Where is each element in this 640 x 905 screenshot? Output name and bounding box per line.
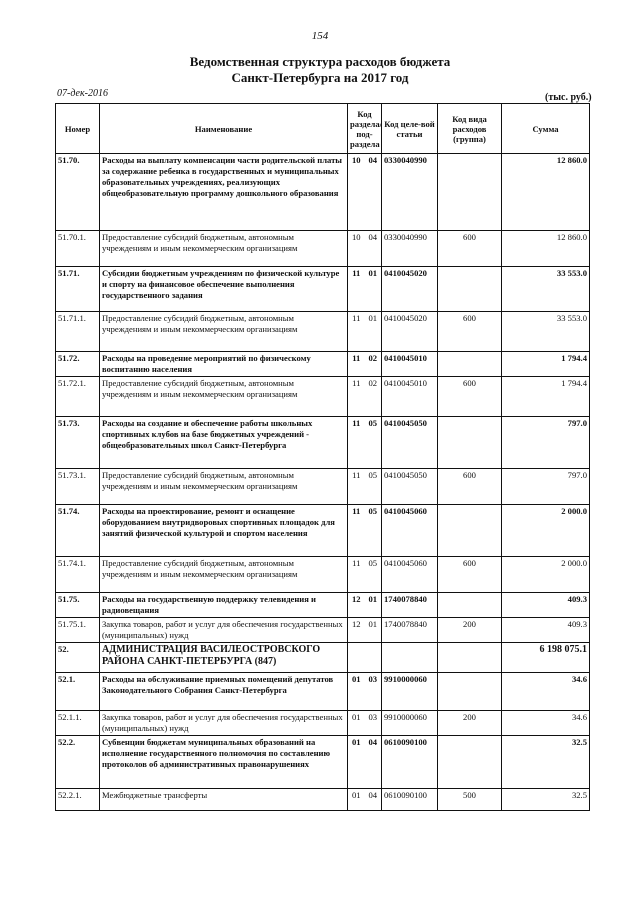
row-section: 01	[348, 711, 365, 736]
row-expense-type: 600	[438, 557, 502, 593]
row-name: Предоставление субсидий бюджетным, автономным учреждениям и иным некоммерческим организациям	[100, 557, 348, 593]
row-target-article: 0410045020	[382, 312, 438, 352]
table-row	[56, 593, 590, 618]
row-number: 52.1.1.	[56, 711, 100, 736]
row-subsection: 01	[365, 267, 382, 312]
row-expense-type: 200	[438, 711, 502, 736]
row-name: Расходы на государственную поддержку телевидения и радиовещания	[100, 593, 348, 618]
row-number: 51.71.	[56, 267, 100, 312]
table-row	[56, 557, 590, 593]
row-name: Предоставление субсидий бюджетным, автономным учреждениям и иным некоммерческим организациям	[100, 377, 348, 417]
row-amount: 34.6	[502, 673, 590, 711]
table-row	[56, 505, 590, 557]
table-row	[56, 643, 590, 673]
row-target-article: 0610090100	[382, 789, 438, 811]
row-name: АДМИНИСТРАЦИЯ ВАСИЛЕОСТРОВСКОГО РАЙОНА САНКТ-ПЕТЕРБУРГА (847)	[100, 643, 348, 673]
row-amount: 2 000.0	[502, 557, 590, 593]
row-expense-type: 600	[438, 469, 502, 505]
page-number: 154	[311, 30, 329, 42]
row-number: 51.72.	[56, 352, 100, 377]
header-sum: Сумма	[502, 104, 590, 154]
row-section: 12	[348, 618, 365, 643]
row-number: 51.70.1.	[56, 231, 100, 267]
row-amount: 409.3	[502, 593, 590, 618]
row-name: Расходы на обслуживание приемных помещений депутатов Законодательного Собрания Санкт-Петербурга	[100, 673, 348, 711]
row-number: 51.75.1.	[56, 618, 100, 643]
row-amount: 33 553.0	[502, 267, 590, 312]
row-section	[348, 643, 365, 673]
table-row	[56, 231, 590, 267]
row-name: Предоставление субсидий бюджетным, автономным учреждениям и иным некоммерческим организациям	[100, 469, 348, 505]
row-amount: 1 794.4	[502, 377, 590, 417]
row-number: 51.72.1.	[56, 377, 100, 417]
row-subsection: 02	[365, 377, 382, 417]
table-header-row	[56, 104, 590, 154]
document-date: 07-дек-2016	[57, 88, 108, 99]
table-row	[56, 618, 590, 643]
row-name: Предоставление субсидий бюджетным, автономным учреждениям и иным некоммерческим организациям	[100, 312, 348, 352]
row-expense-type	[438, 673, 502, 711]
row-name: Закупка товаров, работ и услуг для обеспечения государственных (муниципальных) нужд	[100, 618, 348, 643]
table-row	[56, 673, 590, 711]
row-section: 12	[348, 593, 365, 618]
row-subsection: 05	[365, 417, 382, 469]
row-name: Межбюджетные трансферты	[100, 789, 348, 811]
table-row	[56, 154, 590, 231]
row-amount: 12 860.0	[502, 231, 590, 267]
row-number: 52.2.1.	[56, 789, 100, 811]
row-amount: 2 000.0	[502, 505, 590, 557]
row-subsection: 05	[365, 557, 382, 593]
header-vr: Код вида расходов (группа)	[438, 104, 502, 154]
row-name: Закупка товаров, работ и услуг для обеспечения государственных (муниципальных) нужд	[100, 711, 348, 736]
header-csr: Код целе-вой статьи	[382, 104, 438, 154]
row-number: 51.71.1.	[56, 312, 100, 352]
table-row	[56, 469, 590, 505]
document-title	[0, 54, 640, 86]
row-number: 51.70.	[56, 154, 100, 231]
row-target-article: 0330040990	[382, 154, 438, 231]
header-name: Наименование	[100, 104, 348, 154]
row-section: 11	[348, 557, 365, 593]
row-number: 51.74.	[56, 505, 100, 557]
row-amount: 34.6	[502, 711, 590, 736]
row-target-article	[382, 643, 438, 673]
row-expense-type: 600	[438, 312, 502, 352]
row-section: 01	[348, 736, 365, 789]
row-subsection: 04	[365, 154, 382, 231]
row-target-article: 1740078840	[382, 593, 438, 618]
row-target-article: 0330040990	[382, 231, 438, 267]
title-line-2: Санкт-Петербурга на 2017 год	[231, 70, 409, 85]
row-name: Расходы на проведение мероприятий по физическому воспитанию населения	[100, 352, 348, 377]
row-section: 11	[348, 417, 365, 469]
table-body	[56, 154, 590, 811]
table-row	[56, 789, 590, 811]
row-name: Расходы на создание и обеспечение работы школьных спортивных клубов на базе бюджетных учреждений - общеобразовательных школ Санкт-Петербурга	[100, 417, 348, 469]
row-name: Расходы на проектирование, ремонт и оснащение оборудованием внутридворовых спортивных площадок для занятий физической культурой и спортом населения	[100, 505, 348, 557]
row-amount: 797.0	[502, 469, 590, 505]
row-amount: 32.5	[502, 736, 590, 789]
row-target-article: 9910000060	[382, 673, 438, 711]
row-section: 11	[348, 377, 365, 417]
row-target-article: 0410045050	[382, 417, 438, 469]
row-subsection: 04	[365, 231, 382, 267]
row-amount: 1 794.4	[502, 352, 590, 377]
table-row	[56, 377, 590, 417]
row-subsection: 05	[365, 469, 382, 505]
row-subsection	[365, 643, 382, 673]
row-subsection: 05	[365, 505, 382, 557]
row-amount: 6 198 075.1	[502, 643, 590, 673]
row-target-article: 0410045060	[382, 557, 438, 593]
row-number: 52.	[56, 643, 100, 673]
row-name: Расходы на выплату компенсации части родительской платы за содержание ребенка в государственных и муниципальных образовательных учреждениях, реализующих общеобразовательную программу дошкольного образования	[100, 154, 348, 231]
row-amount: 409.3	[502, 618, 590, 643]
table-row	[56, 312, 590, 352]
row-section: 10	[348, 154, 365, 231]
row-expense-type	[438, 643, 502, 673]
row-target-article: 0610090100	[382, 736, 438, 789]
row-target-article: 0410045020	[382, 267, 438, 312]
row-section: 10	[348, 231, 365, 267]
row-section: 11	[348, 505, 365, 557]
row-number: 51.75.	[56, 593, 100, 618]
row-amount: 32.5	[502, 789, 590, 811]
row-amount: 12 860.0	[502, 154, 590, 231]
row-expense-type	[438, 593, 502, 618]
table-row	[56, 736, 590, 789]
row-expense-type: 600	[438, 377, 502, 417]
row-expense-type	[438, 417, 502, 469]
row-amount: 33 553.0	[502, 312, 590, 352]
row-target-article: 9910000060	[382, 711, 438, 736]
row-subsection: 04	[365, 789, 382, 811]
row-expense-type	[438, 154, 502, 231]
header-num: Номер	[56, 104, 100, 154]
row-expense-type	[438, 505, 502, 557]
title-line-1: Ведомственная структура расходов бюджета	[189, 54, 451, 69]
row-target-article: 1740078840	[382, 618, 438, 643]
row-target-article: 0410045010	[382, 377, 438, 417]
row-section: 11	[348, 267, 365, 312]
row-subsection: 02	[365, 352, 382, 377]
row-number: 52.1.	[56, 673, 100, 711]
row-name: Субсидии бюджетным учреждениям по физической культуре и спорту на финансовое обеспечение выполнения государственного задания	[100, 267, 348, 312]
row-target-article: 0410045050	[382, 469, 438, 505]
row-expense-type: 500	[438, 789, 502, 811]
budget-table	[55, 103, 590, 811]
row-section: 11	[348, 352, 365, 377]
row-section: 01	[348, 789, 365, 811]
row-number: 51.73.1.	[56, 469, 100, 505]
row-number: 51.73.	[56, 417, 100, 469]
row-expense-type	[438, 736, 502, 789]
row-name: Субвенции бюджетам муниципальных образований на исполнение государственного полномочия по составлению протоколов об административных правонарушениях	[100, 736, 348, 789]
row-expense-type: 200	[438, 618, 502, 643]
row-target-article: 0410045060	[382, 505, 438, 557]
row-section: 11	[348, 469, 365, 505]
row-section: 11	[348, 312, 365, 352]
row-subsection: 01	[365, 593, 382, 618]
table-row	[56, 711, 590, 736]
units-label: (тыс. руб.)	[545, 92, 592, 103]
row-number: 52.2.	[56, 736, 100, 789]
table-row	[56, 417, 590, 469]
row-subsection: 01	[365, 618, 382, 643]
row-subsection: 03	[365, 711, 382, 736]
row-expense-type	[438, 267, 502, 312]
row-subsection: 04	[365, 736, 382, 789]
row-number: 51.74.1.	[56, 557, 100, 593]
row-section: 01	[348, 673, 365, 711]
row-target-article: 0410045010	[382, 352, 438, 377]
table-row	[56, 267, 590, 312]
row-subsection: 03	[365, 673, 382, 711]
row-expense-type	[438, 352, 502, 377]
table-row	[56, 352, 590, 377]
row-name: Предоставление субсидий бюджетным, автономным учреждениям и иным некоммерческим организациям	[100, 231, 348, 267]
header-section: Код раздела/ под-раздела	[348, 104, 382, 154]
row-amount: 797.0	[502, 417, 590, 469]
row-expense-type: 600	[438, 231, 502, 267]
row-subsection: 01	[365, 312, 382, 352]
